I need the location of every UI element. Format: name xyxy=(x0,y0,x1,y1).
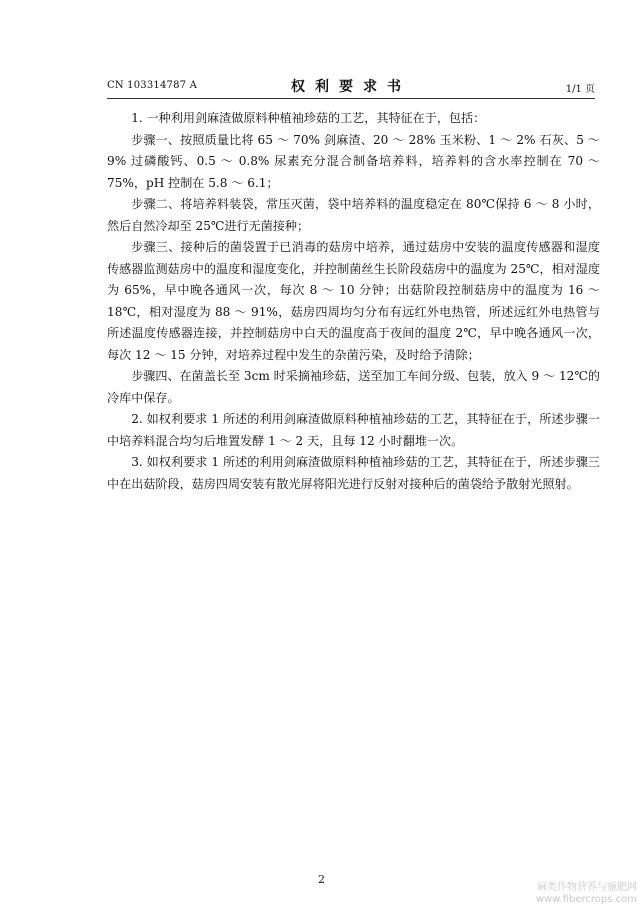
claim-3: 3. 如权利要求 1 所述的利用剑麻渣做原料种植袖珍菇的工艺，其特征在于，所述步骤三中在出菇阶段，菇房四周安装有散光屏将阳光进行反射对接种后的菌袋给予散射光照射。 xyxy=(107,455,600,491)
page-indicator: 1/1 页 xyxy=(565,84,595,95)
claim-1-intro: 1. 一种利用剑麻渣做原料种植袖珍菇的工艺，其特征在于，包括： xyxy=(131,111,486,125)
header-divider xyxy=(107,98,595,99)
claim-1-step-2: 步骤二、将培养料装袋，常压灭菌，袋中培养料的温度稳定在 80℃保持 6 ～ 8 小时，然后自然冷却至 25℃进行无菌接种； xyxy=(107,197,600,233)
watermark-url: www.fibercrops.com xyxy=(535,894,637,905)
page-number: 2 xyxy=(318,873,325,886)
claim-2: 2. 如权利要求 1 所述的利用剑麻渣做原料种植袖珍菇的工艺，其特征在于，所述步骤一中培养料混合均匀后堆置发酵 1 ～ 2 天，且每 12 小时翻堆一次。 xyxy=(107,412,600,448)
page-title: 权利要求书 xyxy=(291,79,411,95)
claim-1-step-3: 步骤三、接种后的菌袋置于已消毒的菇房中培养，通过菇房中安装的温度传感器和湿度传感器监测菇房中的温度和湿度变化，并控制菌丝生长阶段菇房中的温度为 25℃，相对湿度为 65%，早中晚各通风一次，每次 8 ～ 10 分钟；出菇阶段控制菇房中的温度为 16 ～ 18℃，相对湿度为 88 ～ 91%，菇房四周均匀分布有远红外电热管，所述远红外电热管与所述温度传感器连接，并控制菇房中白天的温度高于夜间的温度 2℃，早中晚各通风一次，每次 12 ～ 15 分钟，对培养过程中发生的杂菌污染，及时给予清除； xyxy=(107,240,600,362)
claim-1-step-1: 步骤一、按照质量比将 65 ～ 70% 剑麻渣、20 ～ 28% 玉米粉、1 ～ 2% 石灰、5 ～ 9% 过磷酸钙、0.5 ～ 0.8% 尿素充分混合制备培养料，培养料的含水率控制在 70 ～ 75%，pH 控制在 5.8 ～ 6.1； xyxy=(107,132,600,190)
site-watermark xyxy=(536,882,637,906)
watermark-site-name: 麻类作物营养与施肥网 xyxy=(537,882,637,893)
document-header xyxy=(107,76,595,96)
claims-body xyxy=(107,108,600,495)
claim-1-step-4: 步骤四、在菌盖长至 3cm 时采摘袖珍菇，送至加工车间分级、包装，放入 9 ～ 12℃的冷库中保存。 xyxy=(107,369,600,405)
patent-number: CN 103314787 A xyxy=(107,80,198,91)
